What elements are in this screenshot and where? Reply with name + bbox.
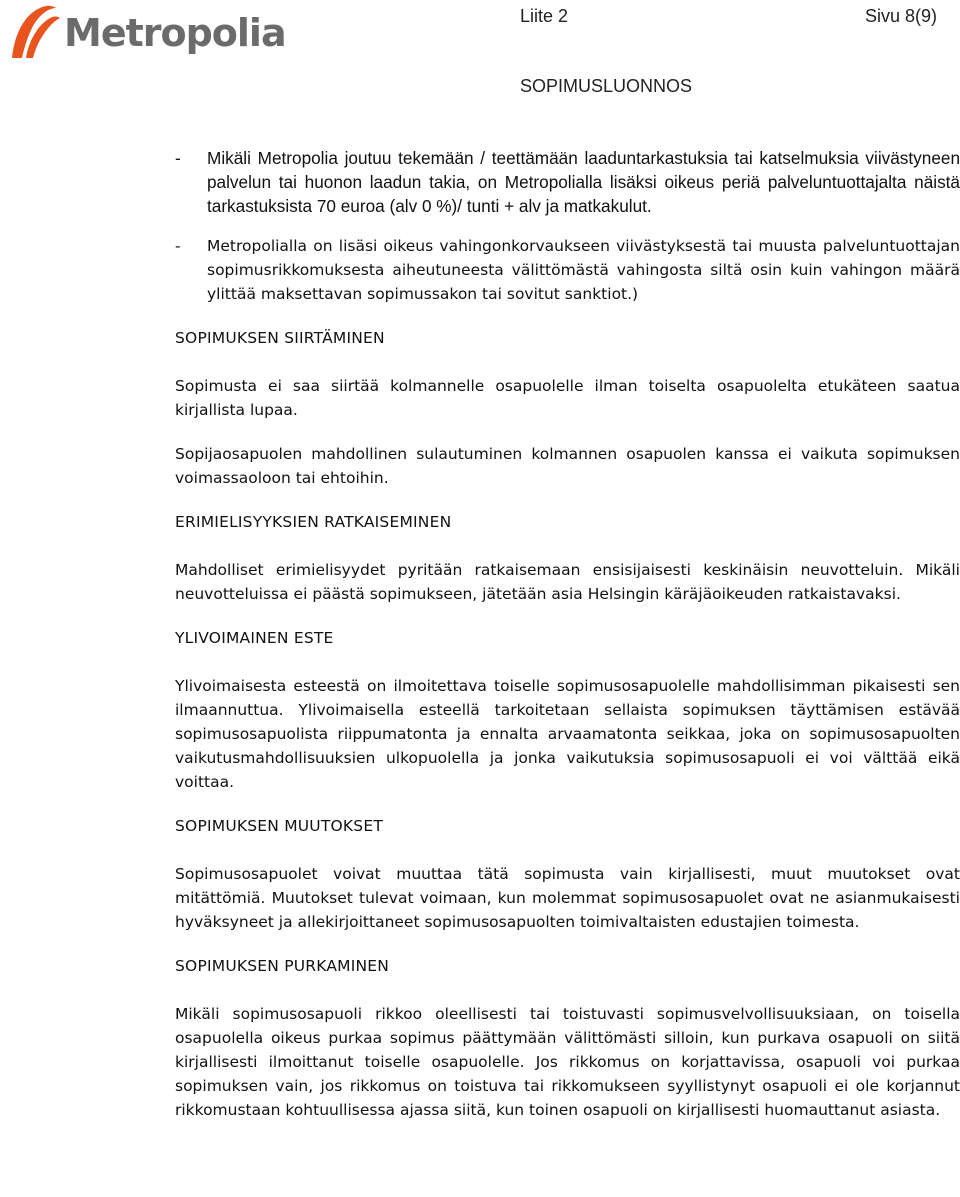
metropolia-swoosh-icon bbox=[6, 2, 62, 60]
section-paragraph: Sopijaosapuolen mahdollinen sulautuminen kolmannen osapuolen kanssa ei vaikuta sopimuksen voimassaoloon tai ehtoihin. bbox=[175, 445, 960, 487]
section-paragraph: Mikäli sopimusosapuoli rikkoo oleellisesti tai toistuvasti sopimusvelvollisuuksiaan, on toisella osapuolella oikeus purkaa sopimus päättymään välittömästi silloin, kun purkava osapuoli on siitä kirjallisesti ilmoittanut toiselle osapuolelle. Jos rikkomus on korjattavissa, osapuoli voi purkaa sopimuksen vain, jos rikkomus on toistuva tai rikkomukseen syyllistynyt osapuoli ei ole korjannut rikkomustaan kohtuullisessa ajassa siitä, kun toinen osapuoli on kirjallisesti huomauttanut asiasta. bbox=[175, 1005, 960, 1119]
section-paragraph: Sopimusta ei saa siirtää kolmannelle osapuolelle ilman toiselta osapuolelta etukäteen saatua kirjallista lupaa. bbox=[175, 377, 960, 419]
section-heading: SOPIMUKSEN SIIRTÄMINEN bbox=[175, 329, 385, 347]
bullet-item bbox=[175, 234, 960, 306]
bullet-text: Metropolialla on lisäsi oikeus vahingonkorvaukseen viivästyksestä tai muusta palveluntuottajan sopimusrikkomuksesta aiheutuneesta välittömästä vahingosta siltä osin kuin vahingon määrä ylittää maksettavan sopimussakon tai sovitut sanktiot.) bbox=[207, 237, 960, 303]
section-paragraph: Ylivoimaisesta esteestä on ilmoitettava toiselle sopimusosapuolelle mahdollisimman pikaisesti sen ilmaannuttua. Ylivoimaisella esteellä tarkoitetaan sellaista sopimuksen täyttämisen estävää sopimusosapuolista riippumatonta ja ennalta arvaamatonta seikkaa, joka on sopimusosapuolten vaikutusmahdollisuuksien ulkopuolella ja jonka vaikutuksia sopimusosapuoli ei voi välttää eikä voittaa. bbox=[175, 677, 960, 791]
bullet-item bbox=[175, 146, 960, 218]
section-heading: ERIMIELISYYKSIEN RATKAISEMINEN bbox=[175, 513, 452, 531]
section-paragraph: Sopimusosapuolet voivat muuttaa tätä sopimusta vain kirjallisesti, muut muutokset ovat mitättömiä. Muutokset tulevat voimaan, kun molemmat sopimusosapuolet ovat ne asianmukaisesti hyväksyneet ja allekirjoittaneet sopimusosapuolten toimivaltaisten edustajien toimesta. bbox=[175, 865, 960, 931]
attachment-label: Liite 2 bbox=[520, 6, 569, 26]
section-heading: SOPIMUKSEN MUUTOKSET bbox=[175, 817, 383, 835]
bullet-text: Mikäli Metropolia joutuu tekemään / teettämään laaduntarkastuksia tai katselmuksia viivästyneen palvelun tai huonon laadun takia, on Metropolialla lisäksi oikeus periä palveluntuottajalta näistä tarkastuksista 70 euroa (alv 0 %)/ tunti + alv ja matkakulut. bbox=[207, 148, 960, 216]
section-heading: SOPIMUKSEN PURKAMINEN bbox=[175, 957, 390, 975]
document-body bbox=[175, 146, 960, 1142]
document-title: SOPIMUSLUONNOS bbox=[520, 76, 693, 96]
logo-text: Metropolia bbox=[64, 11, 286, 55]
section-paragraph: Mahdolliset erimielisyydet pyritään ratkaisemaan ensisijaisesti keskinäisin neuvotteluin. Mikäli neuvotteluissa ei päästä sopimukseen, jätetään asia Helsingin käräjäoikeuden ratkaistavaksi. bbox=[175, 561, 960, 603]
metropolia-logo bbox=[6, 2, 286, 60]
page-number: Sivu 8(9) bbox=[865, 6, 938, 26]
bullet-dash: - bbox=[175, 237, 181, 255]
bullet-dash: - bbox=[175, 148, 181, 168]
section-heading: YLIVOIMAINEN ESTE bbox=[175, 629, 334, 647]
